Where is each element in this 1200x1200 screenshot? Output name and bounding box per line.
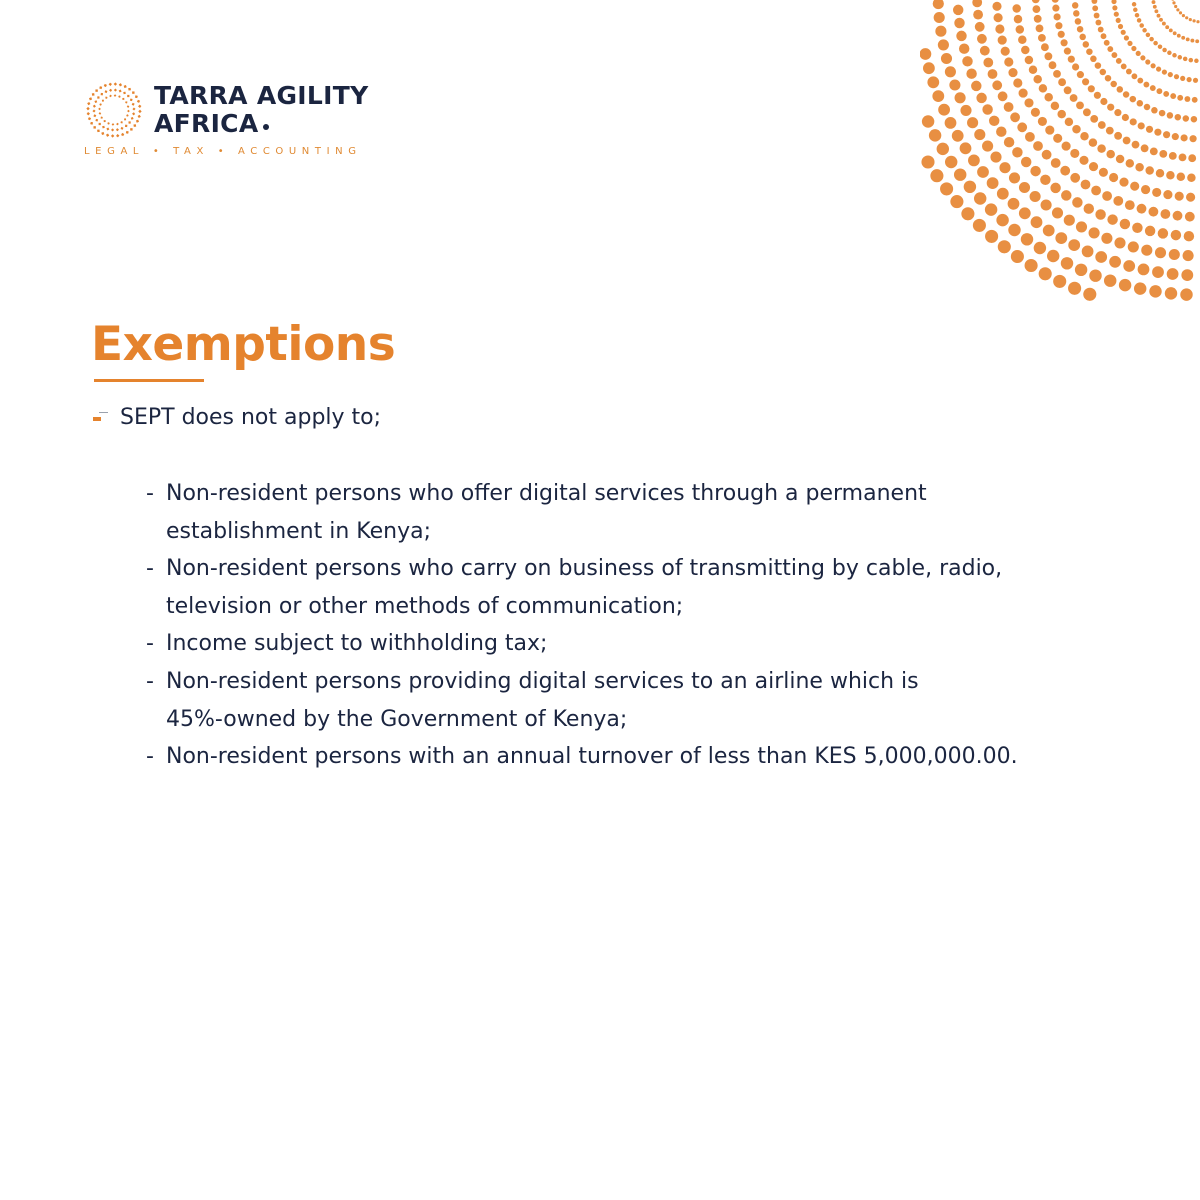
- company-name: [154, 82, 368, 138]
- exemption-text-line: 45%-owned by the Government of Kenya;: [166, 706, 628, 732]
- exemption-list: [146, 475, 1156, 776]
- title-underline: [94, 379, 204, 382]
- dash-marker: -: [146, 668, 154, 694]
- exemption-text-line: Income subject to withholding tax;: [166, 631, 548, 657]
- dash-marker: -: [146, 481, 154, 506]
- square-bullet-icon: [92, 410, 108, 424]
- dotted-arcs-decoration: [920, 0, 1200, 305]
- exemption-text-line: television or other methods of communication;: [166, 593, 684, 619]
- company-name-line2: AFRICA: [154, 109, 259, 138]
- exemption-text-line: Non-resident persons with an annual turnover of less than KES 5,000,000.00.: [166, 744, 1018, 770]
- company-tagline: LEGAL • TAX • ACCOUNTING: [84, 146, 362, 157]
- exemption-text-line: Non-resident persons who offer digital services through a permanent: [166, 481, 927, 506]
- exemption-text-line: Non-resident persons who carry on business of transmitting by cable, radio,: [166, 556, 1003, 582]
- exemption-item: [146, 663, 1156, 738]
- company-logo: [84, 80, 404, 164]
- exemption-item: [146, 738, 1156, 776]
- dash-marker: -: [146, 744, 154, 770]
- logo-dot: [263, 124, 269, 130]
- exemption-text-line: establishment in Kenya;: [166, 518, 431, 544]
- exemption-item: [146, 625, 1156, 663]
- page-title: Exemptions: [91, 317, 396, 372]
- exemption-item: [146, 550, 1156, 625]
- dash-marker: -: [146, 631, 154, 657]
- logo-ring-icon: [84, 80, 144, 140]
- intro-text: SEPT does not apply to;: [120, 405, 382, 430]
- exemption-item: [146, 475, 1156, 550]
- exemption-text-line: Non-resident persons providing digital services to an airline which is: [166, 668, 919, 694]
- company-name-line1: TARRA AGILITY: [154, 81, 369, 110]
- dash-marker: -: [146, 556, 154, 582]
